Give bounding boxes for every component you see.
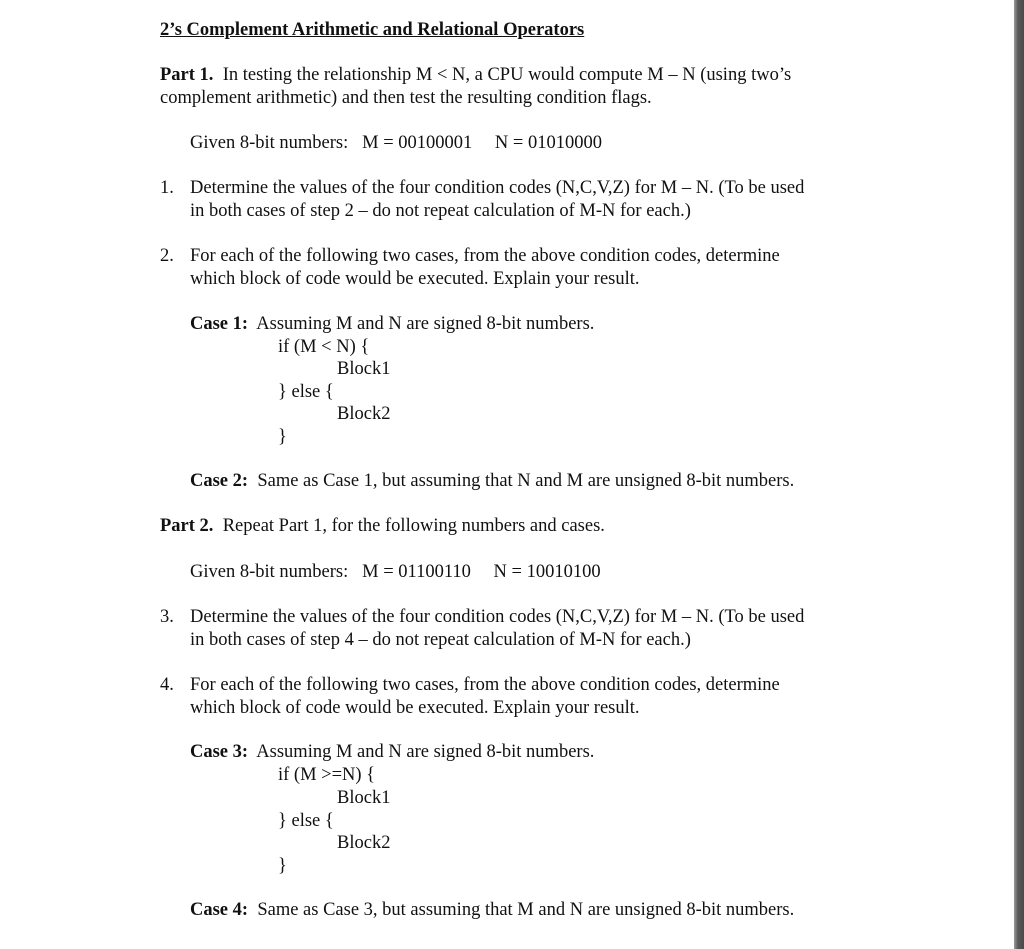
part2-given-label: Given 8-bit numbers: — [190, 562, 349, 582]
part1-intro-line1 — [160, 64, 791, 86]
q1-number: 1. — [160, 178, 174, 198]
case4-text: Same as Case 3, but assuming that M and N are unsigned 8-bit numbers. — [257, 900, 795, 920]
case3-label: Case 3: — [190, 742, 249, 762]
case1-line — [190, 313, 594, 335]
q4-line2: which block of code would be executed. Explain your result. — [190, 698, 640, 718]
case1-text: Assuming M and N are signed 8-bit numbers. — [256, 314, 595, 334]
q2-number: 2. — [160, 246, 174, 266]
case1-code-if: if (M < N) { — [278, 337, 370, 357]
page-edge-shadow — [1014, 0, 1024, 949]
q3-line2: in both cases of step 4 – do not repeat calculation of M-N for each.) — [190, 630, 691, 650]
q3-number: 3. — [160, 607, 174, 627]
case1-code-block1: Block1 — [337, 359, 391, 379]
part1-given — [190, 132, 602, 154]
document-title: 2’s Complement Arithmetic and Relational Operators — [160, 20, 585, 40]
part2-intro — [160, 515, 605, 537]
case2-line — [190, 470, 794, 492]
part2-m-value: M = 01100110 — [362, 562, 471, 582]
case1-label: Case 1: — [190, 314, 249, 334]
case1-code-else: } else { — [278, 382, 334, 402]
q4-number: 4. — [160, 675, 174, 695]
q1-line1: Determine the values of the four condition codes (N,C,V,Z) for M – N. (To be used — [190, 178, 805, 198]
q1-line2: in both cases of step 2 – do not repeat calculation of M-N for each.) — [190, 201, 691, 221]
q4-line1: For each of the following two cases, from the above condition codes, determine — [190, 675, 780, 695]
part1-text: In testing the relationship M < N, a CPU would compute M – N (using two’s — [222, 65, 792, 85]
part1-n-value: N = 01010000 — [494, 133, 602, 153]
case3-text: Assuming M and N are signed 8-bit numbers. — [256, 742, 595, 762]
q3-line1: Determine the values of the four condition codes (N,C,V,Z) for M – N. (To be used — [190, 607, 805, 627]
part2-given — [190, 561, 601, 583]
part1-m-value: M = 00100001 — [362, 133, 473, 153]
case4-line — [190, 899, 794, 921]
case1-code-close: } — [278, 427, 287, 447]
case3-code-else: } else { — [278, 811, 334, 831]
q2-line1: For each of the following two cases, from the above condition codes, determine — [190, 246, 780, 266]
case3-code-block1: Block1 — [337, 788, 391, 808]
case2-text: Same as Case 1, but assuming that N and M are unsigned 8-bit numbers. — [257, 471, 795, 491]
case1-code-block2: Block2 — [337, 404, 391, 424]
case2-label: Case 2: — [190, 471, 249, 491]
part1-intro-line2: complement arithmetic) and then test the resulting condition flags. — [160, 88, 652, 108]
case3-code-if: if (M >=N) { — [278, 765, 376, 785]
part1-label: Part 1. — [160, 65, 214, 85]
case3-code-block2: Block2 — [337, 833, 391, 853]
case4-label: Case 4: — [190, 900, 249, 920]
part2-n-value: N = 10010100 — [493, 562, 601, 582]
q2-line2: which block of code would be executed. Explain your result. — [190, 269, 640, 289]
part1-given-label: Given 8-bit numbers: — [190, 133, 349, 153]
case3-code-close: } — [278, 856, 287, 876]
part2-text: Repeat Part 1, for the following numbers and cases. — [222, 516, 605, 536]
case3-line — [190, 741, 594, 763]
part2-label: Part 2. — [160, 516, 214, 536]
